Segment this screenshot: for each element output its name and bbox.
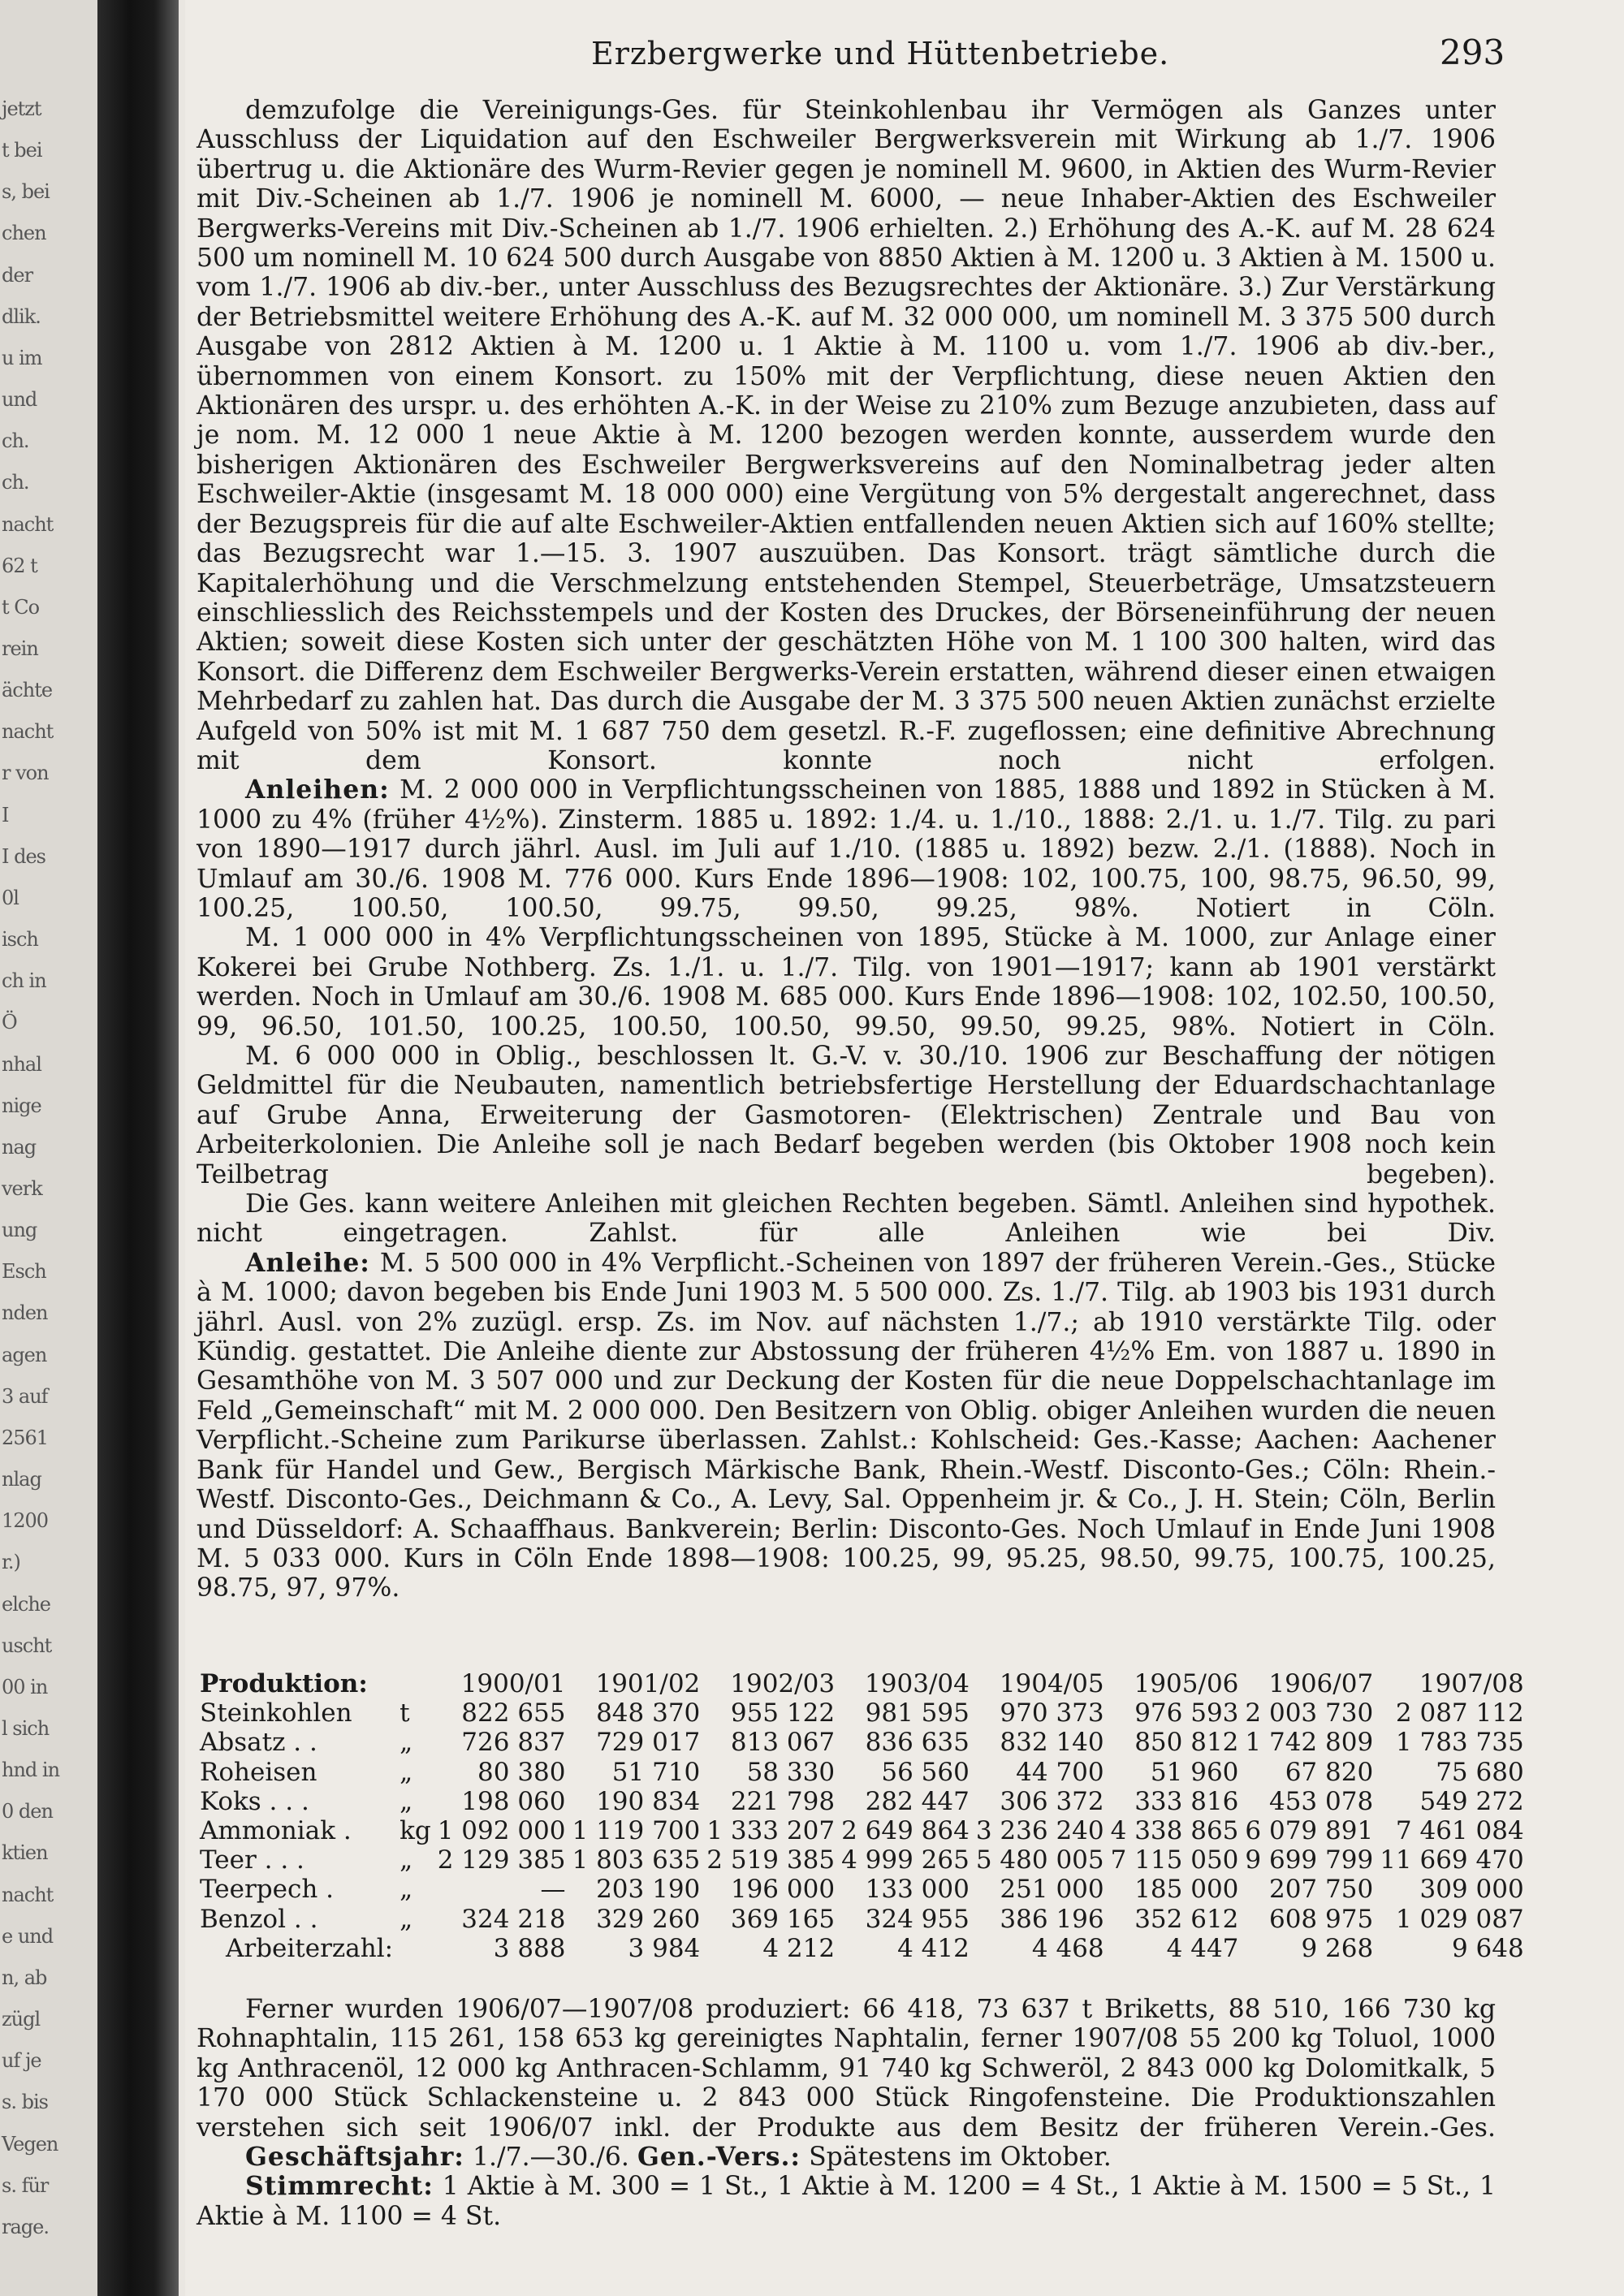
page-number: 293 bbox=[1440, 32, 1505, 72]
paragraph-text: Ferner wurden 1906/07—1907/08 produziert: 66 418, 73 637 t Briketts, 88 510, 166 730 kg Rohnaphtalin, 115 261, 158 653 kg gereinigtes Naphtalin, ferner 1907/08 55 200 kg Toluol, 1000 kg Anthracenöl, 12 000 kg Anthracen-Schlamm, 91 740 kg Schweröl, 2 843 000 kg Dolomitkalk, 5 170 000 Stück Schlackensteine u. 2 843 000 Stück Ringofensteine. Die Produktionszahlen verstehen sich seit 1906/07 inkl. der Produkte aus dem Besitz der früheren Verein.-Ges. bbox=[197, 1995, 1496, 2143]
table-cell: 329 260 bbox=[596, 1904, 701, 1934]
left-page-text-fragment: ktien bbox=[2, 1841, 48, 1865]
value-gen-vers: Spätestens im Oktober. bbox=[809, 2143, 1112, 2173]
left-page-text-fragment: I des bbox=[2, 844, 45, 868]
left-page-text-fragment: t bei bbox=[2, 139, 42, 162]
paragraph-oblig-1906 bbox=[197, 1042, 1496, 1189]
left-page-text-fragment: t Co bbox=[2, 595, 40, 619]
year-header: 1900/01 bbox=[460, 1669, 566, 1699]
table-cell: 549 272 bbox=[1419, 1786, 1524, 1816]
left-page-text-fragment: ch in bbox=[2, 969, 46, 993]
paragraph-stimmrecht bbox=[197, 2172, 1496, 2231]
left-page-text-fragment: Ö bbox=[2, 1011, 17, 1034]
table-cell: 11 669 470 bbox=[1380, 1845, 1524, 1875]
left-page-text-fragment: nhal bbox=[2, 1052, 41, 1076]
left-page-text-fragment: n, ab bbox=[2, 1966, 47, 1989]
left-page-text-fragment: hnd in bbox=[2, 1759, 60, 1782]
paragraph-anleihe-1897 bbox=[197, 1249, 1496, 1603]
table-cell: 5 480 005 bbox=[975, 1845, 1104, 1875]
left-page-text-fragment: 0 den bbox=[2, 1800, 53, 1823]
table-cell: 4 412 bbox=[897, 1933, 970, 1963]
table-cell: — bbox=[540, 1875, 566, 1905]
table-row bbox=[197, 1787, 1527, 1816]
year-header: 1901/02 bbox=[595, 1669, 701, 1699]
table-cell: 56 560 bbox=[881, 1757, 970, 1787]
table-cell: 1 029 087 bbox=[1395, 1904, 1524, 1934]
left-page-text-fragment: rage. bbox=[2, 2215, 49, 2238]
table-row bbox=[197, 1698, 1527, 1728]
left-page-text-fragment: 1200 bbox=[2, 1509, 49, 1533]
table-cell: 58 330 bbox=[746, 1757, 836, 1787]
table-cell: 251 000 bbox=[1000, 1875, 1104, 1905]
table-cell: 608 975 bbox=[1268, 1904, 1374, 1934]
row-unit: „ bbox=[400, 1904, 413, 1934]
row-label: Teerpech . bbox=[200, 1875, 335, 1905]
left-page-text-fragment: nacht bbox=[2, 720, 54, 744]
left-page-text-fragment: nag bbox=[2, 1135, 37, 1159]
paragraph-weitere-anleihen bbox=[197, 1189, 1496, 1249]
table-cell: 1 092 000 bbox=[437, 1816, 566, 1846]
production-header-row bbox=[197, 1669, 1527, 1698]
book-gutter bbox=[97, 0, 179, 2296]
table-row bbox=[197, 1875, 1527, 1904]
table-cell: 3 236 240 bbox=[975, 1816, 1104, 1846]
table-cell: 813 067 bbox=[730, 1728, 836, 1758]
left-page-fragment bbox=[0, 0, 97, 2296]
table-cell: 324 218 bbox=[461, 1904, 566, 1934]
paragraph-merger bbox=[197, 96, 1496, 775]
table-cell: 282 447 bbox=[865, 1786, 970, 1816]
paragraph-text: demzufolge die Vereinigungs-Ges. für Steinkohlenbau ihr Vermögen als Ganzes unter Ausschluss der Liquidation auf den Eschweiler Bergwerksverein mit Wirkung ab 1./7. 1906 übertrug u. die Aktionäre des Wurm-Revier gegen je nominell M. 9600, in Aktien des Wurm-Revier mit Div.-Scheinen ab 1./7. 1906 je nominell M. 6000, — neue Inhaber-Aktien des Eschweiler Bergwerks-Vereins mit Div.-Scheinen ab 1./7. 1906 erhielten. 2.) Erhöhung des A.-K. auf M. 28 624 500 um nominell M. 10 624 500 durch Ausgabe von 8850 Aktien à M. 1200 u. 3 Aktien à M. 1500 u. vom 1./7. 1906 ab div.-ber., unter Ausschluss des Bezugsrechtes der Aktionäre. 3.) Zur Verstärkung der Betriebsmittel weitere Erhöhung des A.-K. auf M. 32 000 000, um nominell M. 3 375 500 durch Ausgabe von 2812 Aktien à M. 1200 u. 1 Aktie à M. 1100 u. vom 1./7. 1906 ab div.-ber., übernommen von einem Konsort. zu 150% mit der Verpflichtung, diese neuen Aktien den Aktionären des urspr. u. des erhöhten A.-K. in der Weise zu 210% zum Bezuge anzubieten, dass auf je nom. M. 12 000 1 neue Aktie à M. 1200 bezogen werden konnte, ausserdem wurde den bisherigen Aktionären des Eschweiler Bergwerksvereins auf den Nominalbetrag jeder alten Eschweiler-Aktie (insgesamt M. 18 000 000) eine Vergütung von 5% dergestalt angerechnet, dass der Bezugspreis für die auf alte Eschweiler-Aktien entfallenden neuen Aktien sich auf 160% stellte; das Bezugsrecht war 1.—15. 3. 1907 auszuüben. Das Konsort. trägt sämtliche durch die Kapitalerhöhung und die Verschmelzung entstehenden Stempel, Steuerbeträge, Umsatzsteuern einschliesslich des Reichsstempels und der Kosten des Druckes, der Börseneinführung der neuen Aktien; soweit diese Kosten sich unter der geschätzten Höhe von M. 1 100 300 halten, wird das Konsort. die Differenz dem Eschweiler Bergwerks-Verein erstatten, während dieser einen etwaigen Mehrbedarf zu zahlen hat. Das durch die Ausgabe der M. 3 375 500 neuen Aktien zunächst erzielte Aufgeld von 50% ist mit M. 1 687 750 dem gesetzl. R.-F. zugeflossen; eine definitive Abrechnung mit dem Konsort. konnte noch nicht erfolgen. bbox=[197, 96, 1496, 775]
table-cell: 9 699 799 bbox=[1245, 1845, 1374, 1875]
left-page-text-fragment: dlik. bbox=[2, 304, 41, 328]
left-page-text-fragment: ch. bbox=[2, 471, 29, 494]
left-page-text-fragment: verk bbox=[2, 1177, 42, 1200]
table-cell: 198 060 bbox=[461, 1786, 566, 1816]
table-cell: 386 196 bbox=[1000, 1904, 1104, 1934]
paragraph-ferner bbox=[197, 1995, 1496, 2143]
table-cell: 848 370 bbox=[596, 1698, 701, 1728]
left-page-text-fragment: elche bbox=[2, 1592, 50, 1616]
left-page-text-fragment: nige bbox=[2, 1094, 41, 1117]
left-page-text-fragment: ung bbox=[2, 1219, 37, 1242]
value-geschaeftsjahr: 1./7.—30./6. bbox=[472, 2143, 629, 2173]
table-cell: 1 783 735 bbox=[1395, 1728, 1524, 1758]
left-page-text-fragment: l sich bbox=[2, 1717, 50, 1740]
table-cell: 207 750 bbox=[1268, 1875, 1374, 1905]
table-cell: 832 140 bbox=[1000, 1728, 1104, 1758]
row-unit: „ bbox=[400, 1875, 413, 1905]
table-cell: 2 003 730 bbox=[1245, 1698, 1374, 1728]
table-cell: 51 960 bbox=[1150, 1757, 1239, 1787]
table-cell: 7 461 084 bbox=[1395, 1816, 1524, 1846]
table-cell: 1 803 635 bbox=[572, 1845, 701, 1875]
label-anleihe: Anleihe: bbox=[245, 1247, 370, 1278]
year-header: 1902/03 bbox=[730, 1669, 836, 1699]
row-unit: „ bbox=[400, 1845, 413, 1875]
left-page-text-fragment: u im bbox=[2, 346, 42, 369]
running-header: Erzbergwerke und Hüttenbetriebe. bbox=[591, 36, 1170, 71]
row-unit bbox=[396, 1934, 434, 1963]
left-page-text-fragment: chen bbox=[2, 222, 46, 245]
left-page-text-fragment: 00 in bbox=[2, 1675, 48, 1698]
left-page-text-fragment: der bbox=[2, 263, 33, 287]
left-page-text-fragment: uscht bbox=[2, 1634, 52, 1657]
table-cell: 7 115 050 bbox=[1110, 1845, 1239, 1875]
paragraph-text: Die Ges. kann weitere Anleihen mit gleichen Rechten begeben. Sämtl. Anleihen sind hypothek. nicht eingetragen. Zahlst. für alle Anleihen wie bei Div. bbox=[197, 1189, 1496, 1249]
table-cell: 51 710 bbox=[611, 1757, 701, 1787]
table-cell: 306 372 bbox=[1000, 1786, 1104, 1816]
table-cell: 453 078 bbox=[1268, 1786, 1374, 1816]
page bbox=[185, 0, 1624, 2296]
left-page-text-fragment: r.) bbox=[2, 1551, 20, 1574]
row-unit: „ bbox=[400, 1757, 413, 1787]
table-cell: 309 000 bbox=[1419, 1875, 1524, 1905]
table-cell: 4 468 bbox=[1031, 1933, 1104, 1963]
table-cell: 726 837 bbox=[461, 1728, 566, 1758]
tail-text bbox=[197, 1995, 1496, 2231]
left-page-text-fragment: ch. bbox=[2, 429, 29, 453]
production-table bbox=[197, 1669, 1527, 1963]
table-cell: 67 820 bbox=[1285, 1757, 1374, 1787]
table-cell: 133 000 bbox=[865, 1875, 970, 1905]
left-page-text-fragment: 2561 bbox=[2, 1426, 49, 1449]
paragraph-anleihe-1895 bbox=[197, 923, 1496, 1042]
paragraph-text: M. 2 000 000 in Verpflichtungsscheinen von 1885, 1888 und 1892 in Stücken à M. 1000 zu 4% (früher 4½%). Zinsterm. 1885 u. 1892: 1./4. u. 1./10., 1888: 2./1. u. 1./7. Tilg. zu pari von 1890—1917 durch jährl. Ausl. im Juli auf 1./10. (1885 u. 1892) bezw. 2./1. (1888). Noch in Umlauf am 30./6. 1908 M. 776 000. Kurs Ende 1896—1908: 102, 100.75, 100, 98.75, 96.50, 99, 100.25, 100.50, 100.50, 99.75, 99.50, 99.25, 98%. Notiert in Cöln. bbox=[197, 775, 1496, 923]
table-cell: 44 700 bbox=[1016, 1757, 1104, 1787]
left-page-text-fragment: 62 t bbox=[2, 554, 37, 577]
left-page-text-fragment: nden bbox=[2, 1301, 48, 1325]
table-cell: 185 000 bbox=[1134, 1875, 1239, 1905]
left-page-text-fragment: I bbox=[2, 803, 9, 826]
paragraph-text: M. 1 000 000 in 4% Verpflichtungsscheinen von 1895, Stücke à M. 1000, zur Anlage einer Kokerei bei Grube Nothberg. Zs. 1./1. u. 1./7. Tilg. von 1901—1917; kann ab 1901 verstärkt werden. Noch in Umlauf am 30./6. 1908 M. 685 000. Kurs Ende 1896—1908: 102, 102.50, 100.50, 99, 96.50, 101.50, 100.25, 100.50, 100.50, 99.50, 99.50, 99.25, 98%. Notiert in Cöln. bbox=[197, 923, 1496, 1042]
table-cell: 9 268 bbox=[1301, 1933, 1374, 1963]
table-row bbox=[197, 1934, 1527, 1963]
paragraph-geschaeftsjahr bbox=[197, 2143, 1496, 2172]
row-label: Arbeiterzahl: bbox=[226, 1933, 394, 1963]
left-page-text-fragment: Vegen bbox=[2, 2132, 58, 2156]
left-page-text-fragment: 0l bbox=[2, 886, 19, 909]
year-header: 1906/07 bbox=[1268, 1669, 1374, 1699]
row-label: Steinkohlen bbox=[200, 1698, 352, 1728]
left-page-text-fragment: r von bbox=[2, 762, 49, 785]
paragraph-text: M. 6 000 000 in Oblig., beschlossen lt. G.-V. v. 30./10. 1906 zur Beschaffung der nötigen Geldmittel für die Neubauten, namentlich betriebsfertige Herstellung der Eduardschachtanlage auf Grube Anna, Erweiterung der Gasmotoren- (Elektrischen) Zentrale und Bau von Arbeiterkolonien. Die Anleihe soll je nach Bedarf begeben werden (bis Oktober 1908 noch kein Teilbetrag begeben). bbox=[197, 1042, 1496, 1189]
table-row bbox=[197, 1816, 1527, 1845]
year-header: 1907/08 bbox=[1419, 1669, 1524, 1699]
row-label: Koks . . . bbox=[200, 1786, 309, 1816]
table-cell: 324 955 bbox=[865, 1904, 970, 1934]
value-stimmrecht: 1 Aktie à M. 300 = 1 St., 1 Aktie à M. 1200 = 4 St., 1 Aktie à M. 1500 = 5 St., 1 Aktie à M. 1100 = 4 St. bbox=[197, 2172, 1497, 2231]
table-cell: 6 079 891 bbox=[1245, 1816, 1374, 1846]
row-label: Roheisen bbox=[200, 1757, 317, 1787]
year-header: 1903/04 bbox=[865, 1669, 970, 1699]
table-cell: 836 635 bbox=[865, 1728, 970, 1758]
table-cell: 822 655 bbox=[461, 1698, 566, 1728]
left-page-text-fragment: s. für bbox=[2, 2173, 49, 2197]
left-page-text-fragment: 3 auf bbox=[2, 1384, 48, 1408]
table-cell: 3 984 bbox=[628, 1933, 701, 1963]
row-unit: kg bbox=[400, 1816, 431, 1846]
table-cell: 4 447 bbox=[1166, 1933, 1239, 1963]
table-cell: 333 816 bbox=[1134, 1786, 1239, 1816]
table-cell: 221 798 bbox=[730, 1786, 836, 1816]
left-page-text-fragment: und bbox=[2, 388, 37, 412]
year-header: 1905/06 bbox=[1134, 1669, 1239, 1699]
left-page-text-fragment: nacht bbox=[2, 1883, 54, 1906]
left-page-text-fragment: zügl bbox=[2, 2008, 41, 2031]
left-page-text-fragment: s, bei bbox=[2, 180, 50, 204]
left-page-text-fragment: nlag bbox=[2, 1468, 41, 1491]
row-unit: t bbox=[400, 1698, 410, 1728]
paragraph-anleihen bbox=[197, 775, 1496, 923]
table-cell: 1 742 809 bbox=[1245, 1728, 1374, 1758]
main-text bbox=[197, 96, 1496, 1603]
table-cell: 2 087 112 bbox=[1395, 1698, 1524, 1728]
left-page-text-fragment: Esch bbox=[2, 1260, 46, 1284]
table-cell: 75 680 bbox=[1436, 1757, 1524, 1787]
row-unit: „ bbox=[400, 1728, 413, 1758]
table-cell: 80 380 bbox=[477, 1757, 566, 1787]
table-cell: 970 373 bbox=[1000, 1698, 1104, 1728]
table-cell: 2 129 385 bbox=[437, 1845, 566, 1875]
table-cell: 196 000 bbox=[730, 1875, 836, 1905]
table-cell: 1 119 700 bbox=[572, 1816, 701, 1846]
left-page-text-fragment: isch bbox=[2, 928, 38, 952]
table-cell: 369 165 bbox=[730, 1904, 836, 1934]
year-header: 1904/05 bbox=[999, 1669, 1104, 1699]
row-label: Ammoniak . bbox=[200, 1816, 352, 1846]
table-cell: 4 999 265 bbox=[841, 1845, 970, 1875]
left-page-text-fragment: rein bbox=[2, 637, 38, 660]
row-unit: „ bbox=[400, 1786, 413, 1816]
left-page-text-fragment: agen bbox=[2, 1343, 47, 1366]
table-row bbox=[197, 1845, 1527, 1875]
label-geschaeftsjahr: Geschäftsjahr: bbox=[245, 2142, 464, 2173]
table-row bbox=[197, 1728, 1527, 1757]
label-anleihen: Anleihen: bbox=[245, 775, 390, 805]
table-cell: 352 612 bbox=[1134, 1904, 1239, 1934]
table-cell: 4 212 bbox=[762, 1933, 836, 1963]
production-label: Produktion: bbox=[200, 1669, 368, 1699]
table-cell: 203 190 bbox=[596, 1875, 701, 1905]
table-cell: 981 595 bbox=[865, 1698, 970, 1728]
table-cell: 190 834 bbox=[596, 1786, 701, 1816]
table-cell: 9 648 bbox=[1451, 1933, 1524, 1963]
table-cell: 1 333 207 bbox=[706, 1816, 836, 1846]
left-page-text-fragment: ächte bbox=[2, 679, 53, 702]
left-page-text-fragment: uf je bbox=[2, 2049, 41, 2073]
row-label: Benzol . . bbox=[200, 1904, 318, 1934]
table-cell: 850 812 bbox=[1134, 1728, 1239, 1758]
label-stimmrecht: Stimmrecht: bbox=[245, 2171, 434, 2202]
table-cell: 3 888 bbox=[493, 1933, 566, 1963]
table-cell: 729 017 bbox=[596, 1728, 701, 1758]
table-cell: 976 593 bbox=[1134, 1698, 1239, 1728]
row-label: Teer . . . bbox=[200, 1845, 304, 1875]
table-cell: 955 122 bbox=[730, 1698, 836, 1728]
table-cell: 2 649 864 bbox=[841, 1816, 970, 1846]
table-cell: 2 519 385 bbox=[706, 1845, 836, 1875]
left-page-text-fragment: jetzt bbox=[2, 97, 41, 120]
table-row bbox=[197, 1758, 1527, 1787]
table-cell: 4 338 865 bbox=[1110, 1816, 1239, 1846]
left-page-text-fragment: e und bbox=[2, 1924, 54, 1948]
left-page-text-fragment: nacht bbox=[2, 512, 54, 536]
paragraph-text: M. 5 500 000 in 4% Verpflicht.-Scheinen von 1897 der früheren Verein.-Ges., Stücke à M. 1000; davon begeben bis Ende Juni 1903 M. 5 500 000. Zs. 1./7. Tilg. ab 1903 bis 1931 durch jährl. Ausl. von 2% zuzügl. ersp. Zs. im Nov. auf nächsten 1./7.; ab 1910 verstärkte Tilg. oder Kündig. gestattet. Die Anleihe diente zur Abstossung der früheren 4½% Em. von 1887 u. 1890 in Gesamthöhe von M. 3 507 000 und zur Deckung der Kosten für die neue Doppelschachtanlage im Feld „Gemeinschaft“ mit M. 2 000 000. Den Besitzern von Oblig. obiger Anleihen wurden die neuen Verpflicht.-Scheine zum Parikurse überlassen. Zahlst.: Kohlscheid: Ges.-Kasse; Aachen: Aachener Bank für Handel und Gew., Bergisch Märkische Bank, Rhein.-Westf. Disconto-Ges.; Cöln: Rhein.-Westf. Disconto-Ges., Deichmann & Co., A. Levy, Sal. Oppenheim jr. & Co., J. H. Stein; Cöln, Berlin und Düsseldorf: A. Schaaffhaus. Bankverein; Berlin: Disconto-Ges. Noch Umlauf in Ende Juni 1908 M. 5 033 000. Kurs in Cöln Ende 1898—1908: 100.25, 99, 95.25, 98.50, 99.75, 100.75, 100.25, 98.75, 97, 97%. bbox=[197, 1248, 1497, 1603]
row-label: Absatz . . bbox=[200, 1728, 317, 1758]
label-gen-vers: Gen.-Vers.: bbox=[637, 2142, 801, 2173]
table-row bbox=[197, 1905, 1527, 1934]
left-page-text-fragment: s. bis bbox=[2, 2091, 48, 2114]
